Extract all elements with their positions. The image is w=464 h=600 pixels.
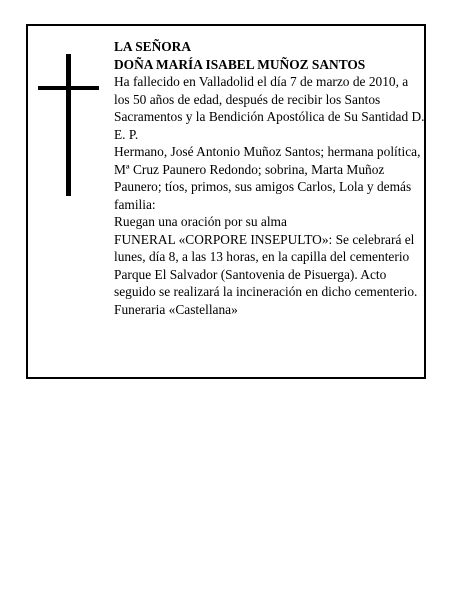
notice-title: LA SEÑORA	[114, 39, 192, 54]
cross-horizontal-bar	[38, 86, 99, 90]
deceased-name: DOÑA MARÍA ISABEL MUÑOZ SANTOS	[114, 56, 366, 72]
funeral-home: Funeraria «Castellana»	[114, 301, 238, 317]
family-list: Hermano, José Antonio Muñoz Santos; hermana política, Mª Cruz Paunero Redondo; sobrina, Marta Muñoz Paunero; tíos, primos, sus amigos Carlos, Lola y demás familia:	[114, 144, 421, 212]
cross-vertical-bar	[66, 54, 71, 196]
prayer-request: Ruegan una oración por su alma	[114, 214, 287, 229]
funeral-details: FUNERAL «CORPORE INSEPULTO»: Se celebrará el lunes, día 8, a las 13 horas, en la capilla del cementerio Parque El Salvador (Santovenia de Pisuerga). Acto seguido se realizará la incineración en dicho cementerio.	[114, 231, 418, 299]
obituary-text	[114, 38, 426, 318]
death-announcement: Ha fallecido en Valladolid el día 7 de marzo de 2010, a los 50 años de edad, después de recibir los Santos Sacramentos y la Bendición Apostólica de Su Santidad D. E. P.	[114, 74, 425, 142]
